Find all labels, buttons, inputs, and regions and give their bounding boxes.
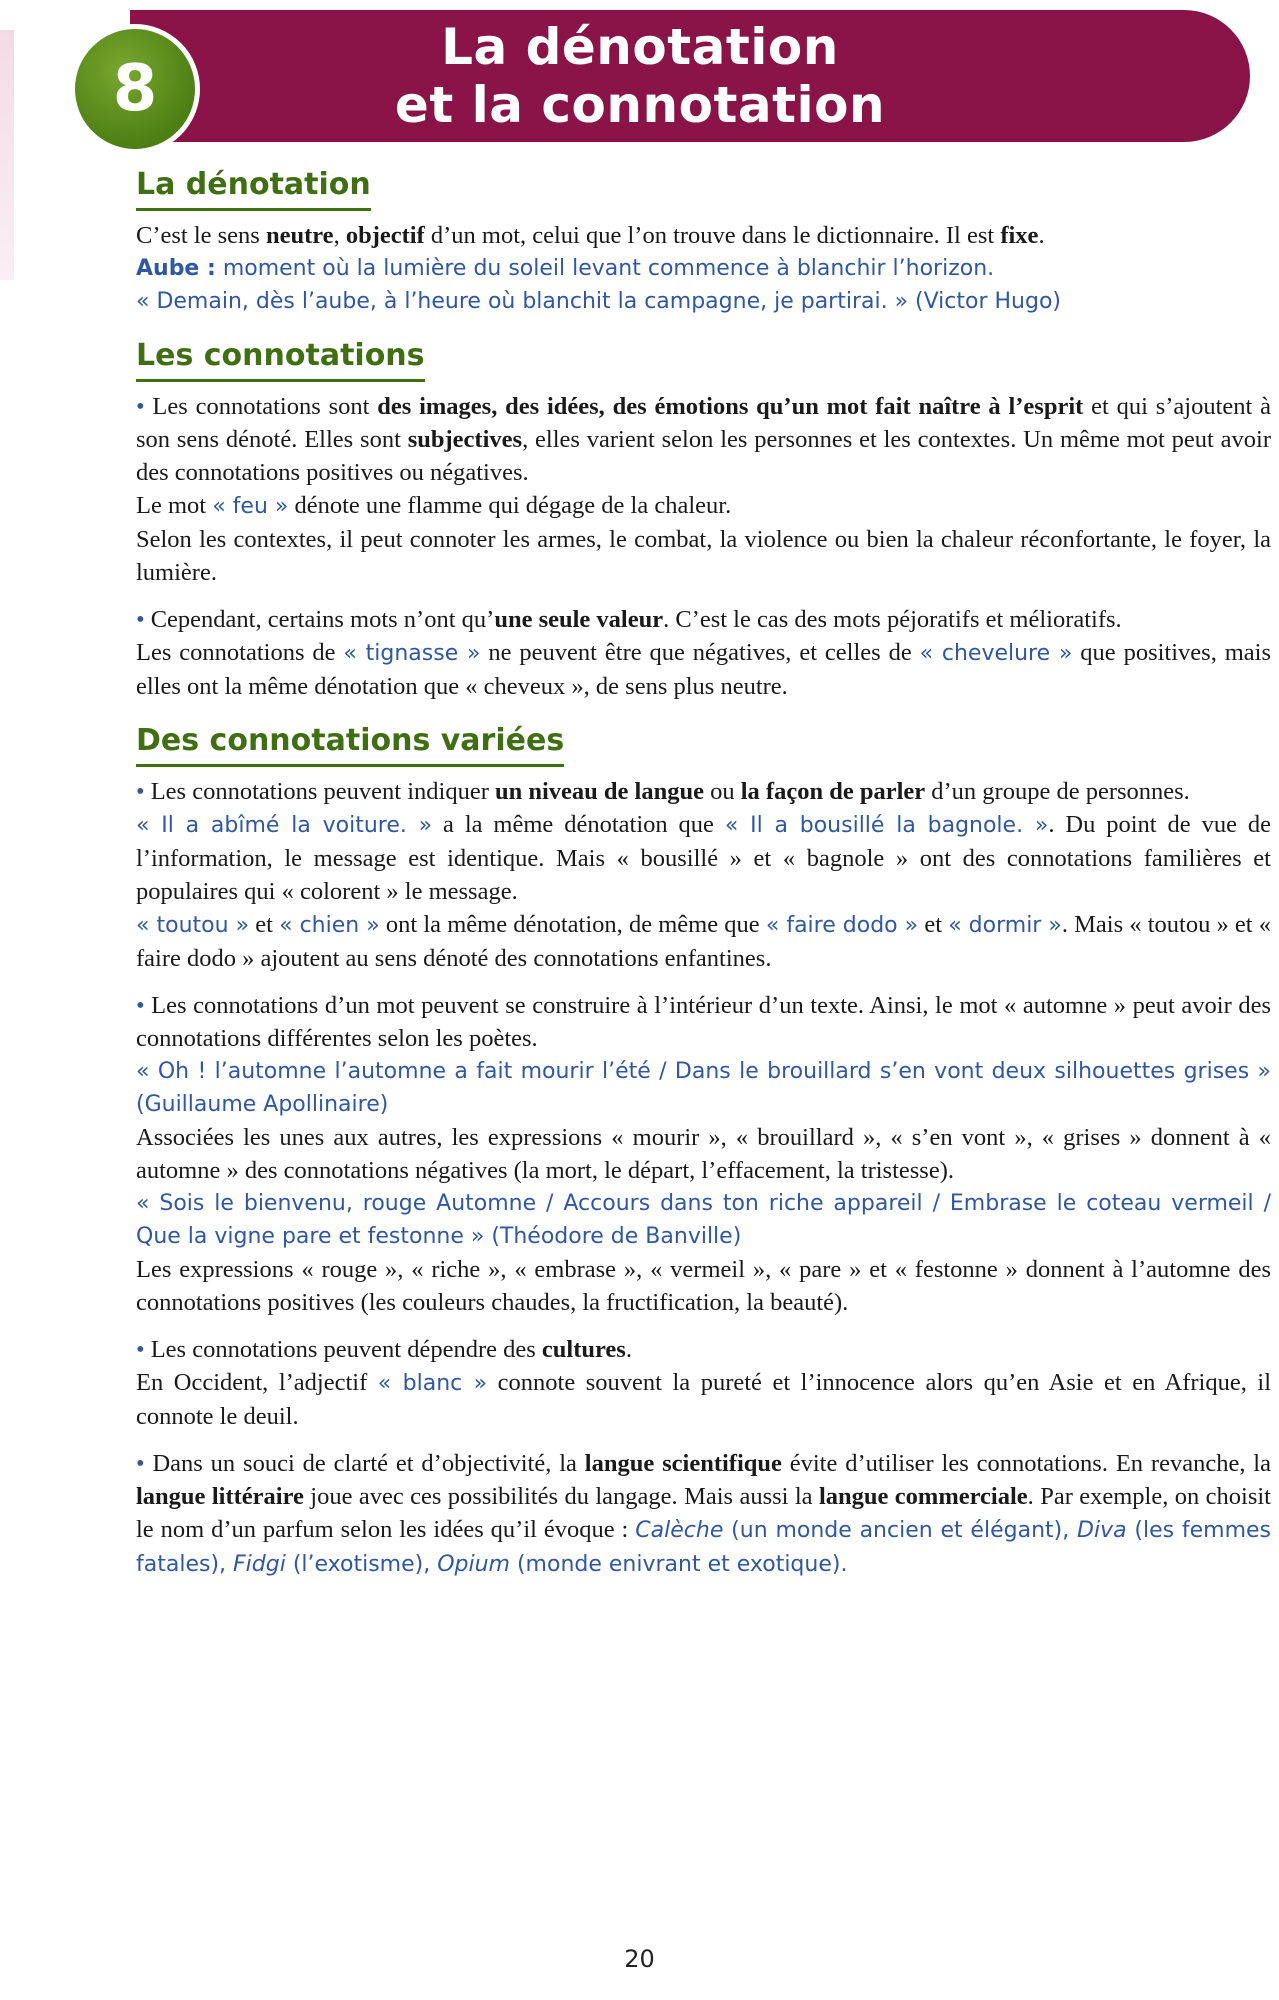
- variees-bullet-4: • Dans un souci de clarté et d’objectivité, la langue scientifique évite d’utiliser les connotations. En revanche, la langue littéraire joue avec ces possibilités du langage. Mais aussi la langue commerciale. Par exemple, on choisit le nom d’un parfum selon les idées qu’il évoque : Calèche (un monde ancien et élégant), Diva (les femmes fatales), Fidgi (l’exotisme), Opium (monde enivrant et exotique).: [136, 1450, 1272, 1577]
- section-heading-variees: Des connotations variées: [136, 721, 564, 767]
- example-hugo: « Demain, dès l’aube, à l’heure où blanchit la campagne, je partirai. » (Victor Hugo): [136, 289, 1062, 314]
- title-line-1: La dénotation: [441, 18, 839, 76]
- section-connotations-variees: [136, 721, 1271, 1581]
- variees-bullet-2: • Les connotations d’un mot peuvent se construire à l’intérieur d’un texte. Ainsi, le mot « automne » peut avoir des connotations différentes selon les poètes.: [136, 992, 1271, 1052]
- page-number: 20: [624, 1945, 655, 1973]
- variees-toutou: « toutou » et « chien » ont la même dénotation, de même que « faire dodo » et « dormir ». Mais « toutou » et « faire dodo » ajoutent au sens dénoté des connotations enfantines.: [136, 911, 1272, 972]
- variees-bullet-1: • Les connotations peuvent indiquer un niveau de langue ou la façon de parler d’un groupe de personnes.: [136, 778, 1190, 805]
- title-line-2: et la connotation: [394, 76, 886, 134]
- connotations-bullet-1: • Les connotations sont des images, des idées, des émotions qu’un mot fait naître à l’esprit et qui s’ajoutent à son sens dénoté. Elles sont subjectives, elles varient selon les personnes et les contextes. Un même mot peut avoir des connotations positives ou négatives.: [136, 393, 1271, 486]
- example-aube: Aube : moment où la lumière du soleil levant commence à blanchir l’horizon.: [136, 256, 995, 281]
- variees-voiture: « Il a abîmé la voiture. » a la même dénotation que « Il a bousillé la bagnole. ». Du point de vue de l’information, le message est identique. Mais « bousillé » et « bagnole » ont des connotations familières et populaires qui « colorent » le message.: [136, 811, 1271, 905]
- connotations-contextes: Selon les contextes, il peut connoter les armes, le combat, la violence ou bien la chaleur réconfortante, le foyer, la lumière.: [136, 526, 1271, 586]
- page-title: [130, 18, 1150, 134]
- variees-apollinaire-analysis: Associées les unes aux autres, les expressions « mourir », « brouillard », « s’en vont », « grises » donnent à « automne » des connotations négatives (la mort, le départ, l’effacement, la tristesse).: [136, 1124, 1271, 1184]
- quote-apollinaire: « Oh ! l’automne l’automne a fait mourir l’été / Dans le brouillard s’en vont deux silhouettes grises » (Guillaume Apollinaire): [136, 1059, 1271, 1117]
- section-heading-denotation: La dénotation: [136, 165, 371, 211]
- connotations-tignasse: Les connotations de « tignasse » ne peuvent être que négatives, et celles de « chevelure » que positives, mais elles ont la même dénotation que « cheveux », de sens plus neutre.: [136, 639, 1271, 700]
- section-heading-connotations: Les connotations: [136, 336, 425, 382]
- section-denotation: [136, 165, 1271, 318]
- connotations-bullet-2: • Cependant, certains mots n’ont qu’une seule valeur. C’est le cas des mots péjoratifs et mélioratifs.: [136, 606, 1122, 633]
- side-strip: [0, 30, 14, 280]
- variees-bullet-3: • Les connotations peuvent dépendre des cultures.: [136, 1336, 632, 1363]
- denotation-definition: C’est le sens neutre, objectif d’un mot, celui que l’on trouve dans le dictionnaire. Il est fixe.: [136, 222, 1045, 249]
- variees-blanc: En Occident, l’adjectif « blanc » connote souvent la pureté et l’innocence alors qu’en Asie et en Afrique, il connote le deuil.: [136, 1369, 1271, 1430]
- quote-banville: « Sois le bienvenu, rouge Automne / Accours dans ton riche appareil / Embrase le coteau vermeil / Que la vigne pare et festonne » (Théodore de Banville): [136, 1191, 1271, 1249]
- variees-banville-analysis: Les expressions « rouge », « riche », « embrase », « vermeil », « pare » et « festonne » donnent à l’automne des connotations positives (les couleurs chaudes, la fructification, la beauté).: [136, 1256, 1271, 1316]
- main-content: [136, 165, 1271, 1581]
- chapter-badge: 8: [70, 24, 200, 154]
- connotations-feu: Le mot « feu » dénote une flamme qui dégage de la chaleur.: [136, 492, 732, 519]
- section-connotations: [136, 336, 1271, 703]
